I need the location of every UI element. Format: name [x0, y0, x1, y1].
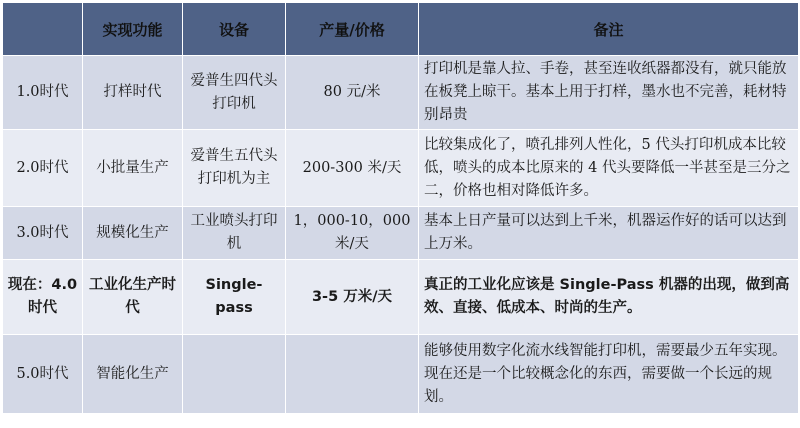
cell-device	[183, 335, 286, 414]
comparison-table	[2, 2, 799, 414]
cell-note: 基本上日产量可以达到上千米，机器运作好的话可以达到上万米。	[419, 207, 799, 260]
cell-function: 工业化生产时代	[83, 260, 183, 335]
header-function: 实现功能	[83, 3, 183, 56]
table-row	[3, 130, 799, 207]
table-row	[3, 207, 799, 260]
cell-era: 3.0时代	[3, 207, 83, 260]
cell-function: 规模化生产	[83, 207, 183, 260]
cell-function: 智能化生产	[83, 335, 183, 414]
table-row	[3, 56, 799, 130]
cell-device: Single-pass	[183, 260, 286, 335]
cell-function: 小批量生产	[83, 130, 183, 207]
cell-output: 1，000-10，000 米/天	[286, 207, 419, 260]
table-row	[3, 260, 799, 335]
cell-era: 2.0时代	[3, 130, 83, 207]
header-row	[3, 3, 799, 56]
cell-note: 比较集成化了，喷孔排列人性化，5 代头打印机成本比较低，喷头的成本比原来的 4 代头要降低一半甚至是三分之二，价格也相对降低许多。	[419, 130, 799, 207]
cell-era: 1.0时代	[3, 56, 83, 130]
cell-note: 真正的工业化应该是 Single-Pass 机器的出现，做到高效、直接、低成本、时尚的生产。	[419, 260, 799, 335]
cell-output: 80 元/米	[286, 56, 419, 130]
cell-output: 200-300 米/天	[286, 130, 419, 207]
header-output: 产量/价格	[286, 3, 419, 56]
cell-note: 打印机是靠人拉、手卷，甚至连收纸器都没有，就只能放在板凳上晾干。基本上用于打样，墨水也不完善，耗材特别昂贵	[419, 56, 799, 130]
table-row	[3, 335, 799, 414]
cell-era: 现在：4.0时代	[3, 260, 83, 335]
cell-device: 工业喷头打印机	[183, 207, 286, 260]
header-note: 备注	[419, 3, 799, 56]
cell-note: 能够使用数字化流水线智能打印机，需要最少五年实现。现在还是一个比较概念化的东西，需要做一个长远的规划。	[419, 335, 799, 414]
cell-device: 爱普生四代头打印机	[183, 56, 286, 130]
cell-function: 打样时代	[83, 56, 183, 130]
cell-device: 爱普生五代头打印机为主	[183, 130, 286, 207]
header-era	[3, 3, 83, 56]
cell-output: 3-5 万米/天	[286, 260, 419, 335]
header-device: 设备	[183, 3, 286, 56]
cell-output	[286, 335, 419, 414]
cell-era: 5.0时代	[3, 335, 83, 414]
